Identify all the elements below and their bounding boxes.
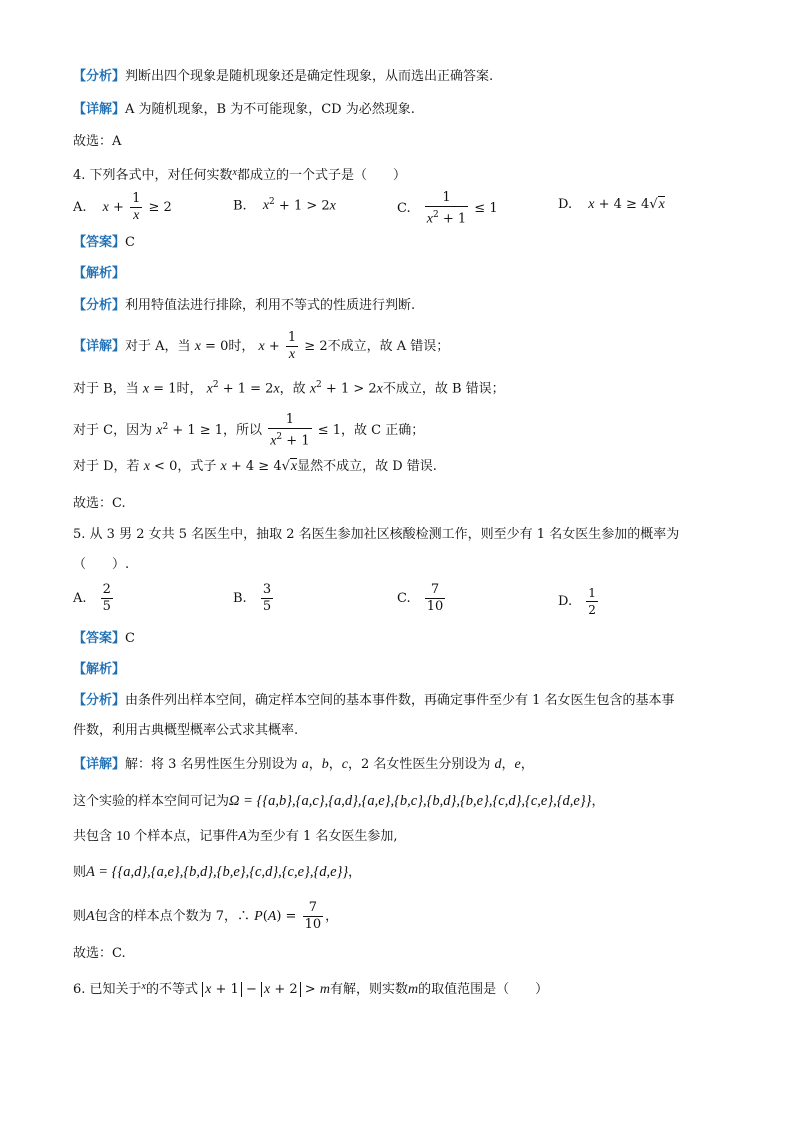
q5-option-c: C. $\frac{7}{10}$ [397, 582, 444, 614]
q5-detail-1: 【详解】解：将 3 名男性医生分别设为 a，b，c，2 名女性医生分别设为 d，e， [73, 757, 534, 772]
q3-analysis: 【分析】判断出四个现象是随机现象还是确定性现象，从而选出正确答案. [73, 69, 494, 84]
q5-choose: 故选：C. [73, 946, 126, 961]
q5-stem: 5. 从 3 男 2 女共 5 名医生中，抽取 2 名医生参加社区核酸检测工作，则至少有 1 名女医生参加的概率为 [73, 527, 680, 542]
q5-jiexi: 【解析】 [73, 662, 126, 677]
q4-detail-c: 对于 C，因为 $x^2 + 1 \ge 1$，所以 $\frac{1}{x^2 + 1}$ ≤ 1，故 C 正确； [73, 412, 425, 449]
q5-analysis: 【分析】由条件列出样本空间，确定样本空间的基本事件数，再确定事件至少有 1 名女医生包含的基本事 [73, 693, 675, 708]
q3-choose: 故选：A [73, 134, 122, 149]
q5-detail-4: 则A = {{a,d},{a,e},{b,d},{b,e},{c,d},{c,e},{d,e}}， [73, 864, 362, 880]
q4-detail-a: 【详解】对于 A，当 x = 0时， x + $\frac{1}{x}$ ≥ 2不成立，故 A 错误； [73, 330, 450, 362]
q4-answer: 【答案】C [73, 235, 135, 250]
q6-stem: 6. 已知关于$^x$的不等式 x + 1 − x + 2 > m有解，则实数m的取值范围是（ ） [73, 981, 549, 997]
q5-detail-3: 共包含 10 个样本点，记事件A为至少有 1 名女医生参加, [73, 829, 398, 844]
q4-option-c: C. $\frac{1}{x^2 + 1}$ ≤ 1 [397, 190, 498, 227]
q4-choose: 故选：C. [73, 496, 126, 511]
q5-option-d: D. $\frac{1}{2}$ [558, 586, 596, 617]
q5-option-a: A. $\frac{2}{5}$ [73, 582, 111, 614]
q5-detail-5: 则A包含的样本点个数为 7，∴ P(A) = $\frac{7}{10}$ ， [73, 900, 339, 932]
q4-option-b: B. $x^2 + 1 > 2x$ [233, 197, 336, 214]
q5-answer: 【答案】C [73, 631, 135, 646]
q4-option-a: A. x + $\frac{1}{x}$ ≥ 2 [73, 191, 172, 223]
q4-stem: 4. 下列各式中，对任何实数$^x$都成立的一个式子是（ ） [73, 167, 407, 183]
q3-detail: 【详解】A 为随机现象，B 为不可能现象，CD 为必然现象. [73, 102, 415, 117]
q5-detail-2: 这个实验的样本空间可记为Ω = {{a,b},{a,c},{a,d},{a,e},{b,c},{b,d},{b,e},{c,d},{c,e},{d,e}}， [73, 793, 605, 809]
q4-detail-b: 对于 B，当 x = 1时， $x^2 + 1 = 2x$，故 $x^2 + 1 > 2x$不成立，故 B 错误； [73, 380, 505, 397]
q5-option-b: B. $\frac{3}{5}$ [233, 582, 272, 614]
q5-analysis-cont: 件数，利用古典概型概率公式求其概率. [73, 723, 299, 738]
q4-option-d: D. x + 4 ≥ 4√x [558, 197, 665, 212]
q4-analysis: 【分析】利用特值法进行排除，利用不等式的性质进行判断. [73, 298, 416, 313]
q4-detail-d: 对于 D，若 x < 0，式子 x + 4 ≥ 4√x显然不成立，故 D 错误. [73, 459, 437, 474]
q4-jiexi: 【解析】 [73, 266, 126, 281]
q5-stem-cont: （ ）. [73, 557, 130, 572]
